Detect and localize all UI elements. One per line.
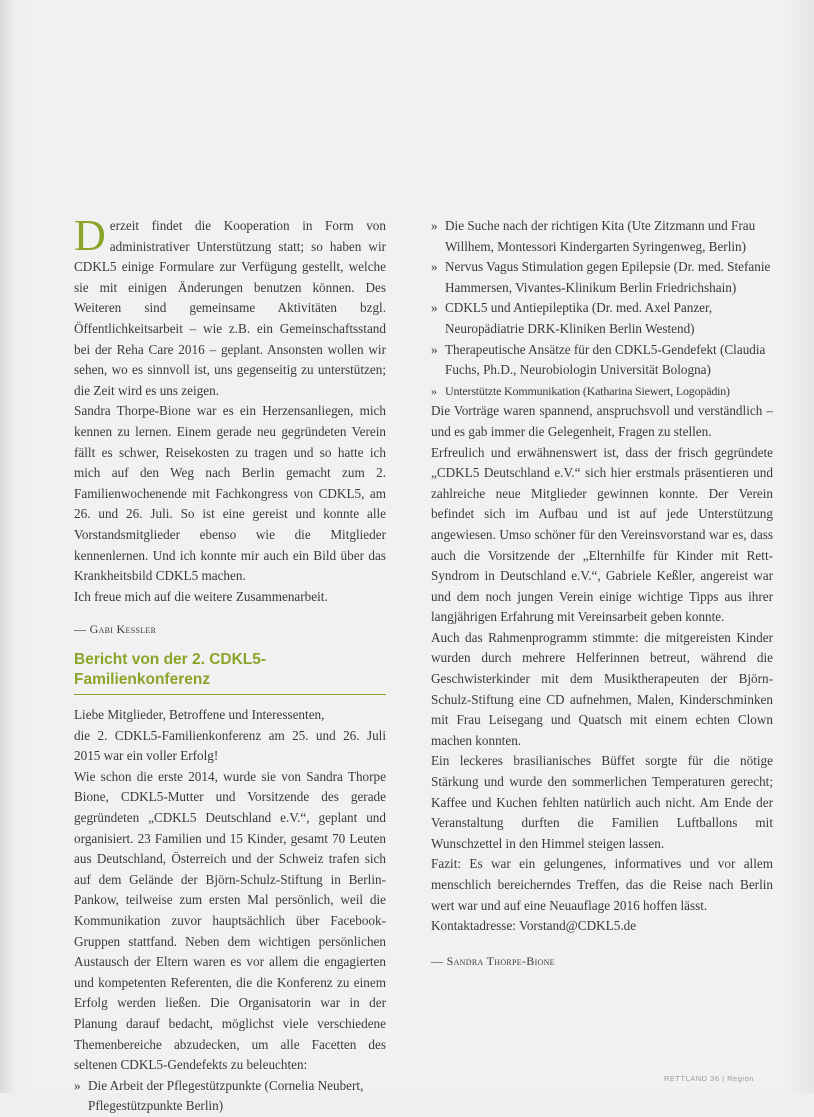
right-column (431, 216, 773, 979)
paragraph: Ein leckeres brasilianisches Büffet sorgte für die nötige Stärkung und wurde den sommerlichen Temperaturen gerecht; Kaffee und Kuchen fehlten natürlich auch nicht. Am Ende der Veranstaltung durften die Familien Luftballons mit Wunschzettel in den Himmel steigen lassen. (431, 753, 773, 851)
paragraph: Auch das Rahmenprogramm stimmte: die mitgereisten Kinder wurden durch mehrere Helferinnen betreut, während die Geschwisterkinder mit dem Musiktherapeuten der Björn-Schulz-Stiftung eine CD aufnehmen, Malen, Kinderschminken mit Frau Leisegang und Quatsch mit einem echten Clown machen konnten. (431, 629, 773, 748)
intro-paragraph (74, 211, 386, 401)
list-item: » Therapeutische Ansätze für den CDKL5-Gendefekt (Claudia Fuchs, Ph.D., Neurobiologin Universität Bologna) (431, 341, 766, 378)
list-item: » Unterstützte Kommunikation (Katharina Siewert, Logopädin) (431, 383, 730, 398)
drop-cap: D (74, 211, 106, 260)
paragraph: Wie schon die erste 2014, wurde sie von Sandra Thorpe Bione, CDKL5-Mutter und Vorsitzende des gerade gegründeten „CDKL5 Deutschland e.V.“, geplant und organisiert. 23 Familien und 15 Kinder, gesamt 70 Leuten aus Deutschland, Österreich und der Schweiz trafen sich auf dem Gelände der Björn-Schulz-Stiftung in Berlin-Pankow, teilweise zum ersten Mal persönlich, weil die Kommunikation zuvor hauptsächlich über Facebook-Gruppen stattfand. Neben dem wichtigen persönlichen Austausch der Eltern waren es vor allem die engagierten und kompetenten Referenten, die die Konferenz zu einem Erfolg werden ließen. Die Organisatorin war in der Planung darauf bedacht, möglichst viele verschiedene Themenbereiche abzudecken, um alle Facetten des seltenen CDKL5-Gendefekts zu beleuchten: (74, 768, 386, 1073)
section-heading: Bericht von der 2. CDKL5-Familienkonferenz (74, 648, 386, 695)
list-item: » CDKL5 und Antiepileptika (Dr. med. Axel Panzer, Neuropädiatrie DRK-Kliniken Berlin Westend) (431, 300, 713, 336)
paragraph: die 2. CDKL5-Familienkonferenz am 25. und 26. Juli 2015 war ein voller Erfolg! (74, 727, 386, 764)
signature-kessler: — Gabi Kessler (74, 622, 157, 637)
topic-list-continued (431, 216, 773, 401)
paragraph: Fazit: Es war ein gelungenes, informatives und vor allem menschlich bereicherndes Treffen, das die Reise nach Berlin wert war und auf eine Neuauflage 2016 hoffen lässt. (431, 856, 773, 913)
paragraph: Die Vorträge waren spannend, anspruchsvoll und verständlich – und es gab immer die Gelegenheit, Fragen zu stellen. (431, 403, 773, 439)
list-item: » Nervus Vagus Stimulation gegen Epilepsie (Dr. med. Stefanie Hammersen, Vivantes-Klinikum Berlin Friedrichshain) (431, 259, 771, 295)
topic-list (74, 1076, 386, 1117)
signature-thorpe-bione: — Sandra Thorpe-Bione (431, 953, 555, 968)
list-item: » Die Suche nach der richtigen Kita (Ute Zitzmann und Frau Willhem, Montessori Kindergarten Syringenweg, Berlin) (431, 218, 756, 254)
list-item: » Die Arbeit der Pflegestützpunkte (Cornelia Neubert, Pflegestützpunkte Berlin) (74, 1077, 364, 1114)
page-footer: RETTLAND 36 | Region (664, 1074, 754, 1083)
paragraph: Sandra Thorpe-Bione war es ein Herzensanliegen, mich kennen zu lernen. Einem gerade neu gegründeten Verein fällt es schwer, Reisekosten zu tragen und so hatte ich mich auf den Weg nach Berlin gemacht zum 2. Familienwochenende mit Fachkongress von CDKL5, am 26. und 26. Juli. So ist eine gereist und konnte alle Vorstandsmitglieder ebenso wie die Mitglieder kennenlernen. Und ich konnte mir auch ein Bild über das Krankheitsbild CDKL5 machen. (74, 403, 386, 584)
signature-name: Sandra Thorpe-Bione (446, 953, 555, 968)
left-column (74, 211, 386, 1117)
paragraph: Ich freue mich auf die weitere Zusammenarbeit. (74, 588, 328, 604)
contact-line: Kontaktadresse: Vorstand@CDKL5.de (431, 918, 637, 934)
greeting: Liebe Mitglieder, Betroffene und Interessenten, (74, 707, 325, 723)
intro-text: erzeit findet die Kooperation in Form von administrativer Unterstützung statt; so haben wir CDKL5 einige Formulare zur Verfügung gestellt, welche sie mit einigen Änderungen benutzen können. Des Weiteren sind gemeinsame Aktivitäten bzgl. Öffentlichkeitsarbeit – wie z.B. ein Gemeinschaftsstand bei der Reha Care 2016 – geplant. Ansonsten wollen wir sehen, wo es sinnvoll ist, uns gegenseitig zu unterstützen; die Zeit wird es uns zeigen. (74, 218, 386, 398)
paragraph: Erfreulich und erwähnenswert ist, dass der frisch gegründete „CDKL5 Deutschland e.V.“ sich hier erstmals präsentieren und zahlreiche neue Mitglieder gewinnen konnte. Der Verein befindet sich im Aufbau und ist auf jede Unterstützung angewiesen. Umso schöner für den Vereinsvorstand war es, dass auch die Vorsitzende der „Elternhilfe für Kinder mit Rett-Syndrom in Deutschland e.V.“, Gabriele Keßler, angereist war und dem noch jungen Verein einige wichtige Tipps aus ihrer langjährigen Erfahrung mit Vereinsarbeit geben konnte. (431, 444, 773, 625)
signature-name: Gabi Kessler (89, 622, 157, 637)
